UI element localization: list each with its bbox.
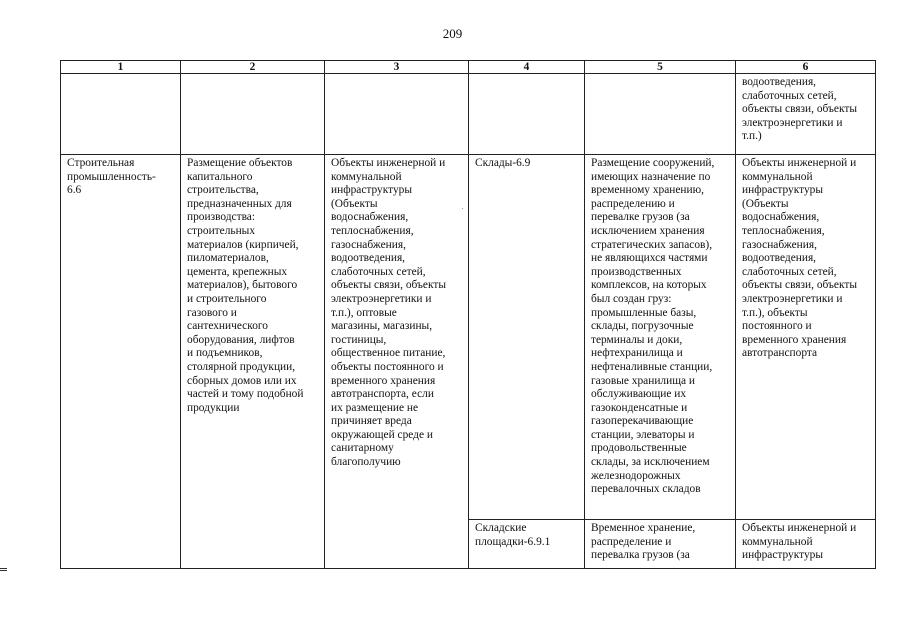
header-col-3: 3 — [325, 61, 469, 74]
land-use-table — [60, 60, 876, 569]
table-row-construction-industry — [61, 155, 876, 520]
cell-cont-6: водоотведения, слаботочных сетей, объекты связи, объекты электроэнергетики и т.п.) — [736, 74, 876, 155]
header-col-2: 2 — [181, 61, 325, 74]
table-row-continuation — [61, 74, 876, 155]
header-col-5: 5 — [585, 61, 736, 74]
scan-speck — [462, 208, 463, 209]
cell-cont-4 — [469, 74, 585, 155]
header-col-1: 1 — [61, 61, 181, 74]
cell-cont-2 — [181, 74, 325, 155]
cell-storage-auxiliary: Объекты инженерной и коммунальной инфраструктуры — [736, 520, 876, 569]
cell-land-use-description: Размещение объектов капитального строительства, предназначенных для производства: строительных материалов (кирпичей, пиломатериалов, цемента, крепежных материалов), бытового и строительного газового и сантехнического оборудования, лифтов и подъемников, столярной продукции, сборных домов или их частей и тому подобной продукции — [181, 155, 325, 569]
cell-cont-3 — [325, 74, 469, 155]
cell-land-use-type: Строительная промышленность- 6.6 — [61, 155, 181, 569]
table-header-row — [61, 61, 876, 74]
cell-auxiliary-objects: Объекты инженерной и коммунальной инфраструктуры (Объекты водоснабжения, теплоснабжения, газоснабжения, водоотведения, слаботочных сетей, объекты связи, объекты электроэнергетики и т.п.), оптовые магазины, магазины, гостиницы, общественное питание, объекты постоянного и временного хранения автотранспорта, если их размещение не причиняет вреда окружающей среде и санитарному благополучию — [325, 155, 469, 569]
cell-storage-type: Складские площадки-6.9.1 — [469, 520, 585, 569]
cell-cont-1 — [61, 74, 181, 155]
page-number: 209 — [442, 26, 463, 41]
header-col-4: 4 — [469, 61, 585, 74]
cell-conditional-auxiliary: Объекты инженерной и коммунальной инфраструктуры (Объекты водоснабжения, теплоснабжения, газоснабжения, водоотведения, слаботочных сетей, объекты связи, объекты электроэнергетики и т.п.), объекты постоянного и временного хранения автотранспорта — [736, 155, 876, 520]
margin-mark — [0, 568, 7, 571]
cell-conditional-description: Размещение сооружений, имеющих назначение по временному хранению, распределению и перевалке грузов (за исключением хранения стратегических запасов), не являющихся частями производственных комплексов, на которых был создан груз: промышленные базы, склады, погрузочные терминалы и доки, нефтехранилища и нефтеналивные станции, газовые хранилища и обслуживающие их газоконденсатные и газоперекачивающие станции, элеваторы и продовольственные склады, за исключением железнодорожных перевалочных складов — [585, 155, 736, 520]
header-col-6: 6 — [736, 61, 876, 74]
cell-conditional-type: Склады-6.9 — [469, 155, 585, 520]
cell-cont-5 — [585, 74, 736, 155]
cell-storage-description: Временное хранение, распределение и перевалка грузов (за — [585, 520, 736, 569]
